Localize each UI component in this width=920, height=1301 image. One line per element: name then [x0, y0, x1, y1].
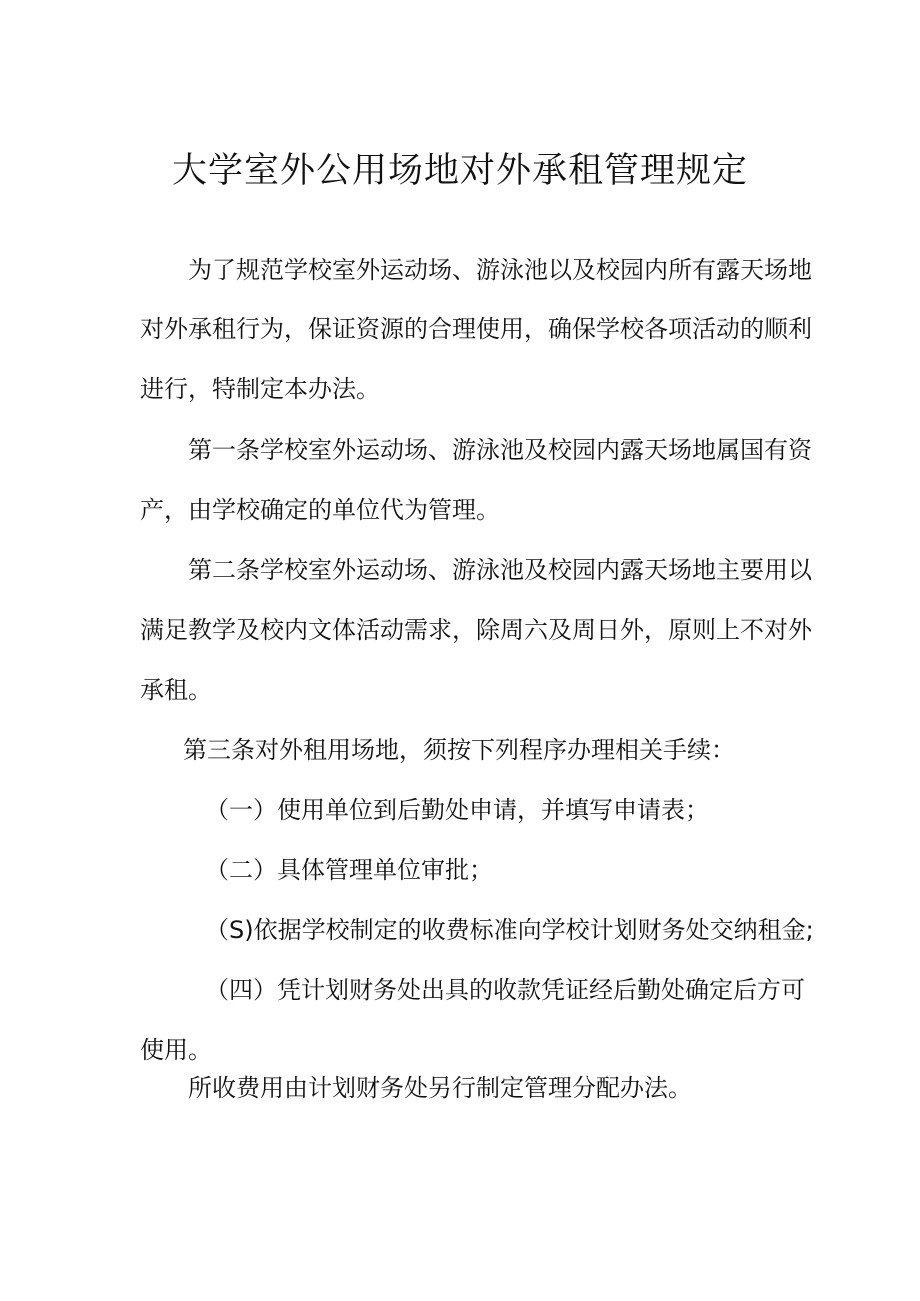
procedure-item-2: （二）具体管理单位审批；	[205, 856, 493, 884]
procedure-item-4-line-1: （四）凭计划财务处出具的收款凭证经后勤处确定后方可	[205, 976, 805, 1004]
article-3-line: 第三条对外租用场地，须按下列程序办理相关手续：	[183, 736, 735, 764]
procedure-item-4-line-2: 使用。	[140, 1036, 212, 1064]
article-1-line-2: 产，由学校确定的单位代为管理。	[140, 496, 500, 524]
procedure-item-3: （S)依据学校制定的收费标准向学校计划财务处交纳租金;	[205, 916, 814, 944]
article-2-line-1: 第二条学校室外运动场、游泳池及校园内露天场地主要用以	[188, 556, 812, 584]
paragraph-intro-line-1: 为了规范学校室外运动场、游泳池以及校园内所有露天场地	[188, 256, 812, 284]
article-2-line-2: 满足教学及校内文体活动需求，除周六及周日外，原则上不对外	[140, 616, 812, 644]
fee-paragraph: 所收费用由计划财务处另行制定管理分配办法。	[188, 1074, 692, 1102]
article-1-line-1: 第一条学校室外运动场、游泳池及校园内露天场地属国有资	[188, 436, 812, 464]
article-2-line-3: 承租。	[140, 676, 212, 704]
procedure-item-1: （一）使用单位到后勤处申请，并填写申请表；	[205, 796, 709, 824]
paragraph-intro-line-3: 进行，特制定本办法。	[140, 375, 380, 403]
document-title: 大学室外公用场地对外承租管理规定	[171, 151, 748, 191]
paragraph-intro-line-2: 对外承租行为，保证资源的合理使用，确保学校各项活动的顺利	[140, 315, 812, 343]
